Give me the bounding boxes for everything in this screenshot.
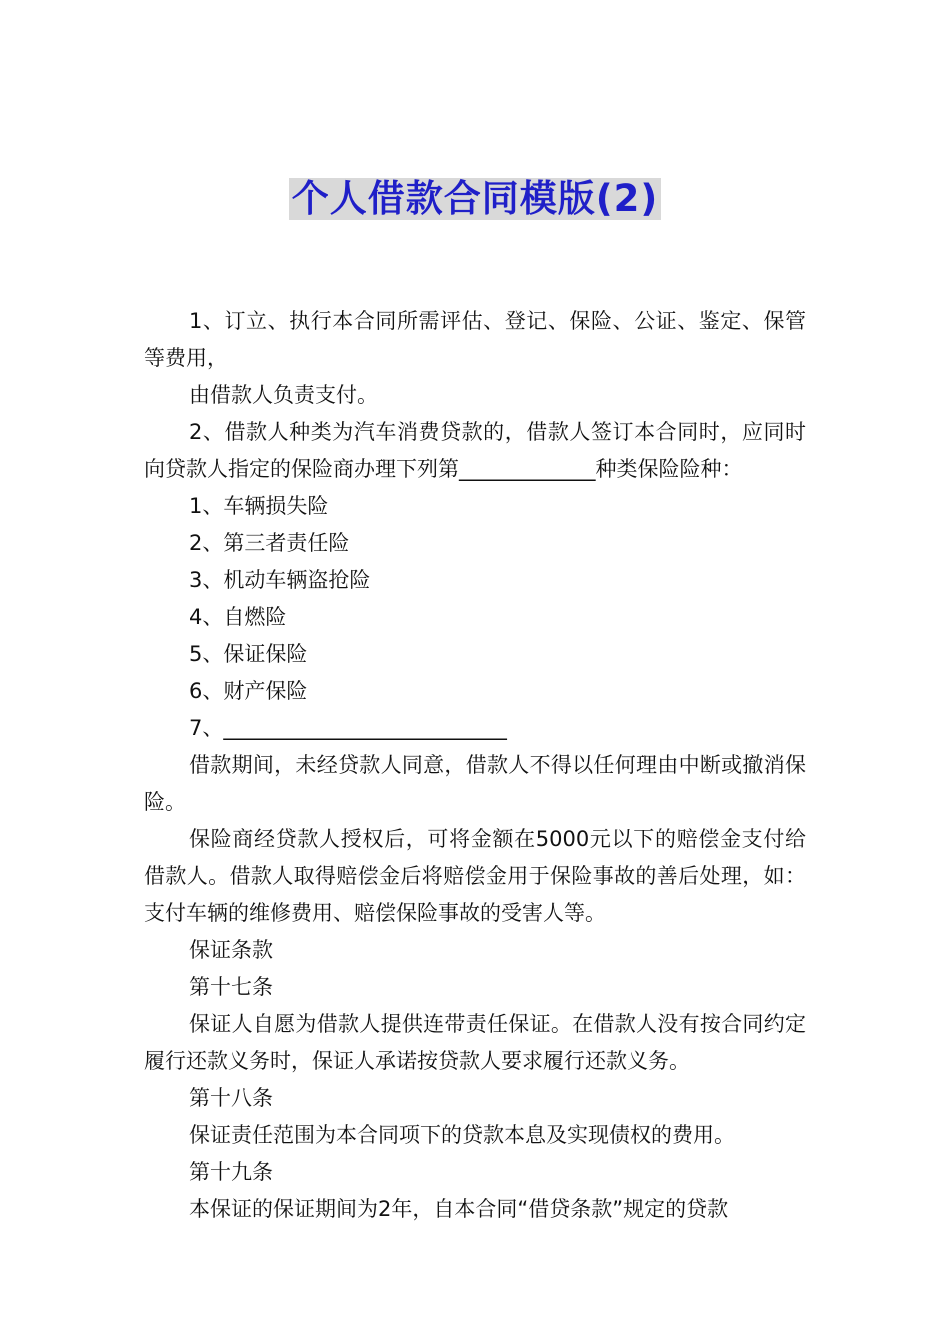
paragraph-payment: 由借款人负责支付。 <box>189 383 378 407</box>
article-18-heading: 第十八条 <box>189 1086 273 1110</box>
list-item-2: 2、第三者责任险 <box>189 531 350 555</box>
list-item-5: 5、保证保险 <box>189 642 308 666</box>
paragraph-clause-1: 1、订立、执行本合同所需评估、登记、保险、公证、鉴定、保管等费用， <box>144 309 806 370</box>
list-item-6: 6、财产保险 <box>189 679 308 703</box>
article-18-text: 保证责任范围为本合同项下的贷款本息及实现债权的费用。 <box>189 1123 735 1147</box>
article-17-text: 保证人自愿为借款人提供连带责任保证。在借款人没有按合同约定履行还款义务时，保证人承诺按贷款人要求履行还款义务。 <box>144 1012 806 1073</box>
article-19-heading: 第十九条 <box>189 1160 273 1184</box>
document-body <box>144 303 806 1228</box>
list-item-4: 4、自燃险 <box>189 605 287 629</box>
list-item-7: 7、___________________________ <box>189 716 507 740</box>
paragraph-compensation: 保险商经贷款人授权后，可将金额在5000元以下的赔偿金支付给借款人。借款人取得赔偿金后将赔偿金用于保险事故的善后处理，如：支付车辆的维修费用、赔偿保险事故的受害人等。 <box>144 827 806 925</box>
list-item-1: 1、车辆损失险 <box>189 494 329 518</box>
paragraph-insurance-period: 借款期间，未经贷款人同意，借款人不得以任何理由中断或撤消保险。 <box>144 753 806 814</box>
title-container <box>0 178 950 220</box>
document-title: 个人借款合同模版(2) <box>289 178 662 220</box>
list-item-3: 3、机动车辆盗抢险 <box>189 568 371 592</box>
article-19-text: 本保证的保证期间为2年，自本合同“借贷条款”规定的贷款 <box>189 1197 729 1221</box>
section-heading-guarantee: 保证条款 <box>189 938 273 962</box>
article-17-heading: 第十七条 <box>189 975 273 999</box>
paragraph-clause-2: 2、借款人种类为汽车消费贷款的，借款人签订本合同时，应同时向贷款人指定的保险商办理下列第_____________种类保险险种： <box>144 420 806 481</box>
